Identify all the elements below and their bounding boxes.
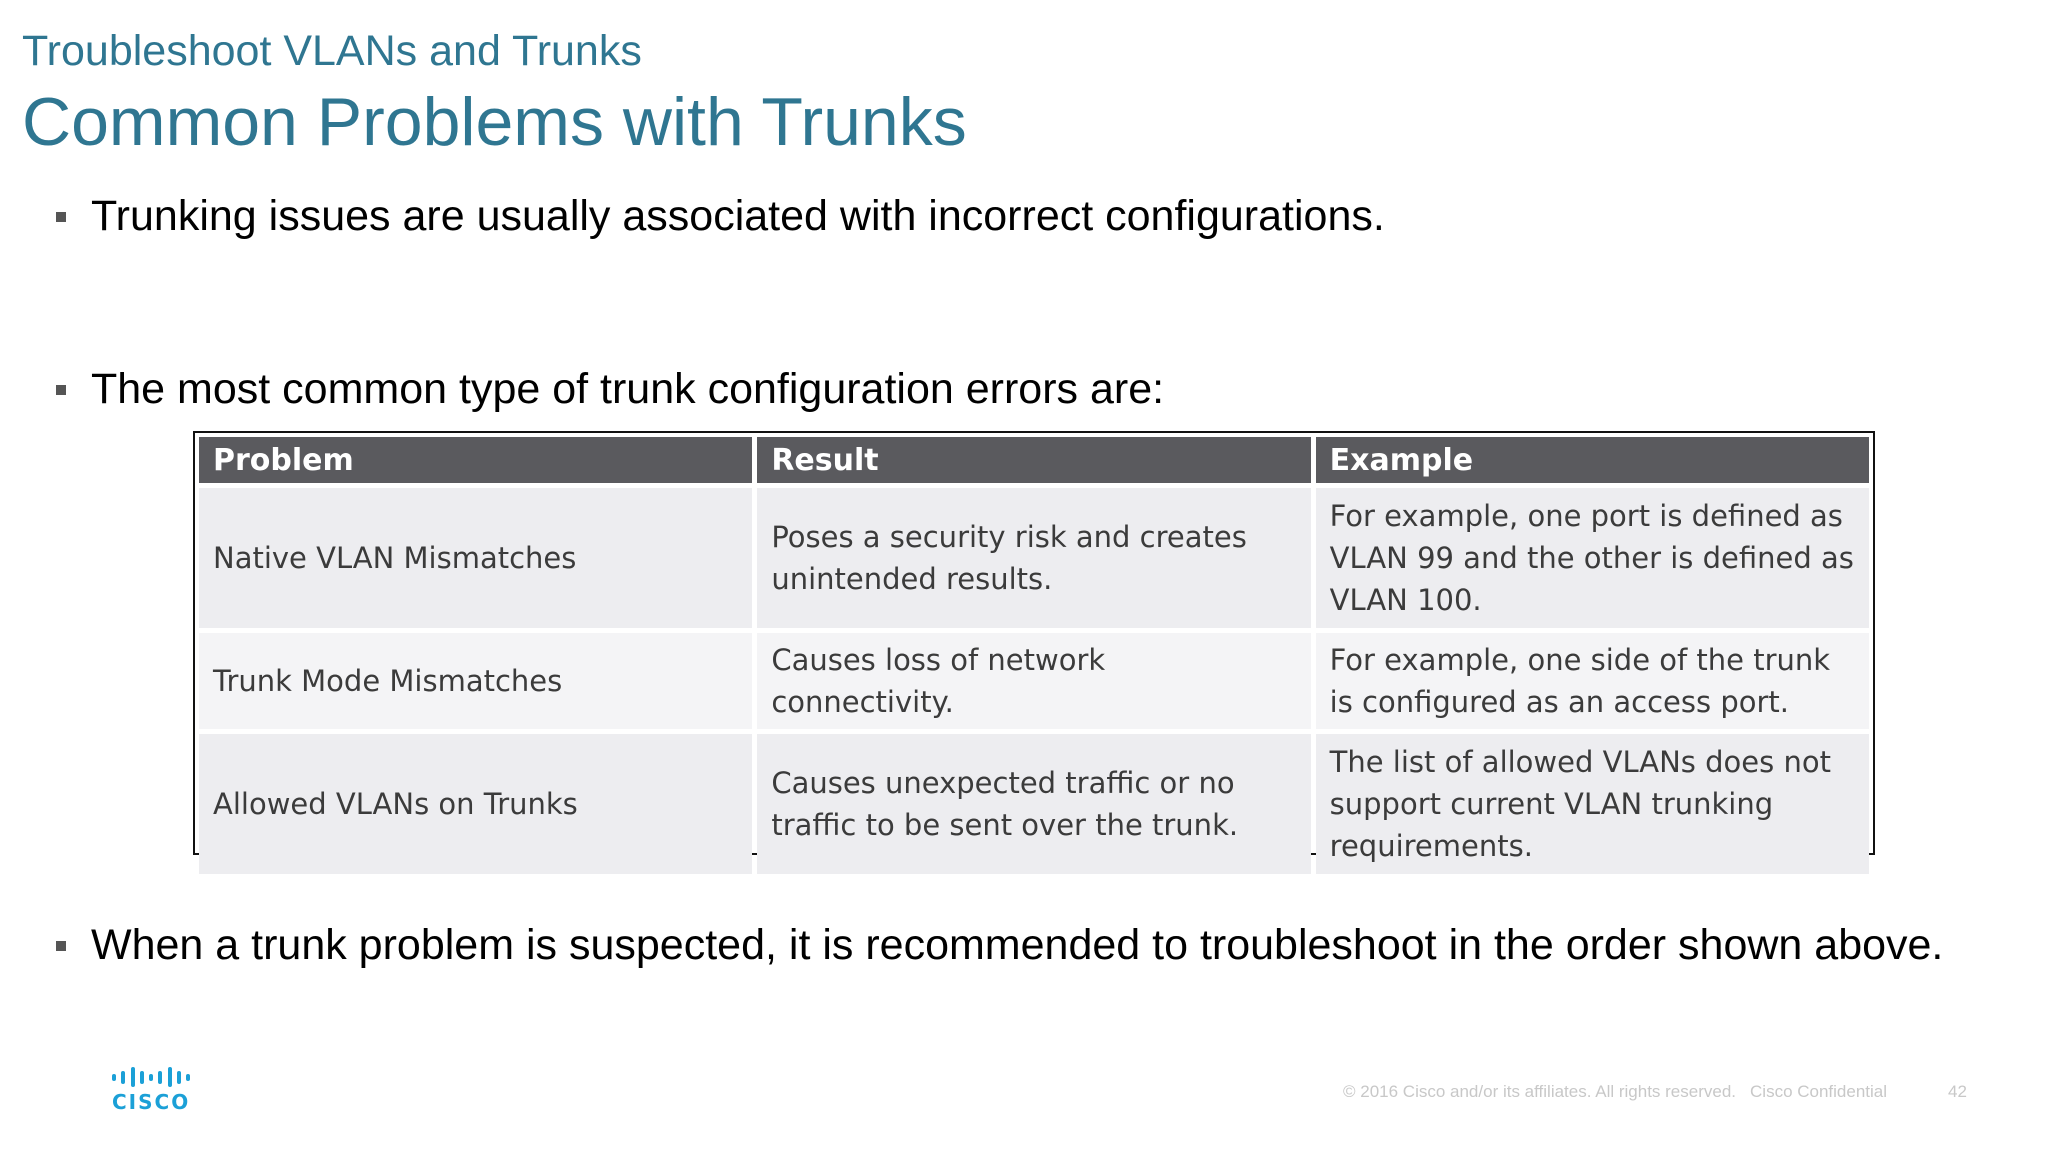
bullet-item <box>56 191 1385 243</box>
bullet-item <box>56 920 1943 972</box>
table-cell-example: For example, one side of the trunk is configured as an access port. <box>1316 633 1869 729</box>
problems-table <box>194 432 1874 879</box>
slide-title: Common Problems with Trunks <box>22 84 967 160</box>
table-cell-result: Causes unexpected traffic or no traffic to be sent over the trunk. <box>757 734 1310 874</box>
cisco-logo-text: CISCO <box>112 1090 191 1114</box>
table-cell-result: Poses a security risk and creates unintended results. <box>757 488 1310 628</box>
column-header-result: Result <box>757 437 1310 483</box>
column-header-problem: Problem <box>199 437 752 483</box>
bullet-text: When a trunk problem is suspected, it is recommended to troubleshoot in the order shown above. <box>91 921 1944 969</box>
column-header-example: Example <box>1316 437 1869 483</box>
table-header-row <box>199 437 1869 483</box>
square-bullet-icon <box>56 385 66 395</box>
confidential-text: Cisco Confidential <box>1750 1082 1888 1101</box>
trunk-problems-table <box>193 431 1875 864</box>
footer-notice <box>1343 1082 1887 1102</box>
bullet-text: Trunking issues are usually associated with incorrect configurations. <box>91 192 1385 240</box>
square-bullet-icon <box>56 212 66 222</box>
table-row <box>199 734 1869 874</box>
table-cell-problem: Trunk Mode Mismatches <box>199 633 752 729</box>
table-cell-problem: Native VLAN Mismatches <box>199 488 752 628</box>
bullet-item <box>56 364 1164 416</box>
table-cell-example: For example, one port is defined as VLAN 99 and the other is defined as VLAN 100. <box>1316 488 1869 628</box>
cisco-logo <box>112 1066 194 1114</box>
table-cell-example: The list of allowed VLANs does not support current VLAN trunking requirements. <box>1316 734 1869 874</box>
bullet-text: The most common type of trunk configuration errors are: <box>91 365 1165 413</box>
square-bullet-icon <box>56 941 66 951</box>
table-cell-result: Causes loss of network connectivity. <box>757 633 1310 729</box>
table-row <box>199 488 1869 628</box>
page-number: 42 <box>1948 1082 1967 1101</box>
table-row <box>199 633 1869 729</box>
slide-subtitle: Troubleshoot VLANs and Trunks <box>22 27 642 75</box>
cisco-bars-icon <box>112 1066 190 1088</box>
table-cell-problem: Allowed VLANs on Trunks <box>199 734 752 874</box>
copyright-text: © 2016 Cisco and/or its affiliates. All rights reserved. <box>1343 1082 1737 1101</box>
